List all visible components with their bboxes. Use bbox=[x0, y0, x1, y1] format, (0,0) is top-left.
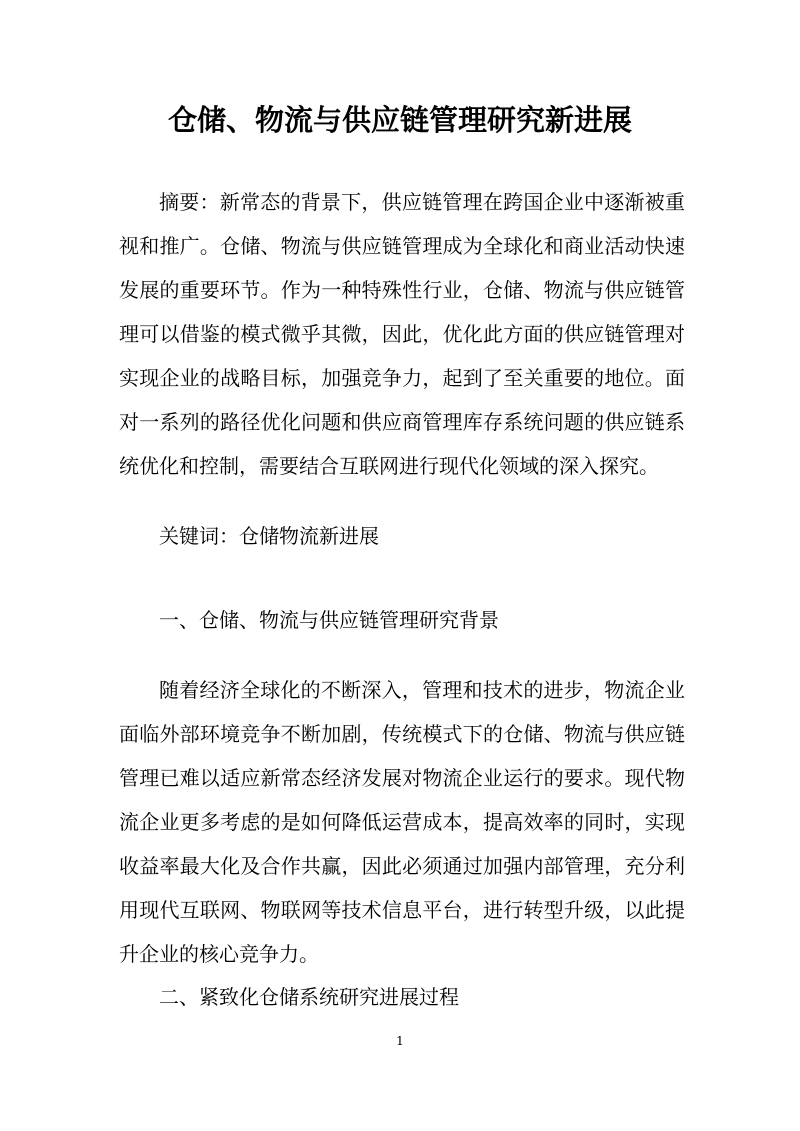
section-1-heading: 一、仓储、物流与供应链管理研究背景 bbox=[159, 608, 499, 632]
keywords-line: 关键词：仓储物流新进展 bbox=[159, 524, 379, 548]
section-2-heading: 二、紧致化仓储系统研究进展过程 bbox=[159, 985, 459, 1009]
page-number: 1 bbox=[396, 1034, 404, 1048]
document-title: 仓储、物流与供应链管理研究新进展 bbox=[167, 103, 632, 137]
abstract-paragraph: 摘要：新常态的背景下，供应链管理在跨国企业中逐渐被重视和推广。仓储、物流与供应链管理成为全球化和商业活动快速发展的重要环节。作为一种特殊性行业，仓储、物流与供应链管理可以借鉴的模式微乎其微，因此，优化此方面的供应链管理对实现企业的战略目标，加强竞争力，起到了至关重要的地位。面对一系列的路径优化问题和供应商管理库存系统问题的供应链系统优化和控制，需要结合互联网进行现代化领域的深入探究。 bbox=[119, 190, 685, 478]
section-1-paragraph: 随着经济全球化的不断深入，管理和技术的进步，物流企业面临外部环境竞争不断加剧，传统模式下的仓储、物流与供应链管理已难以适应新常态经济发展对物流企业运行的要求。现代物流企业更多考虑的是如何降低运营成本，提高效率的同时，实现收益率最大化及合作共赢，因此必须通过加强内部管理，充分利用现代互联网、物联网等技术信息平台，进行转型升级，以此提升企业的核心竞争力。 bbox=[119, 678, 685, 966]
